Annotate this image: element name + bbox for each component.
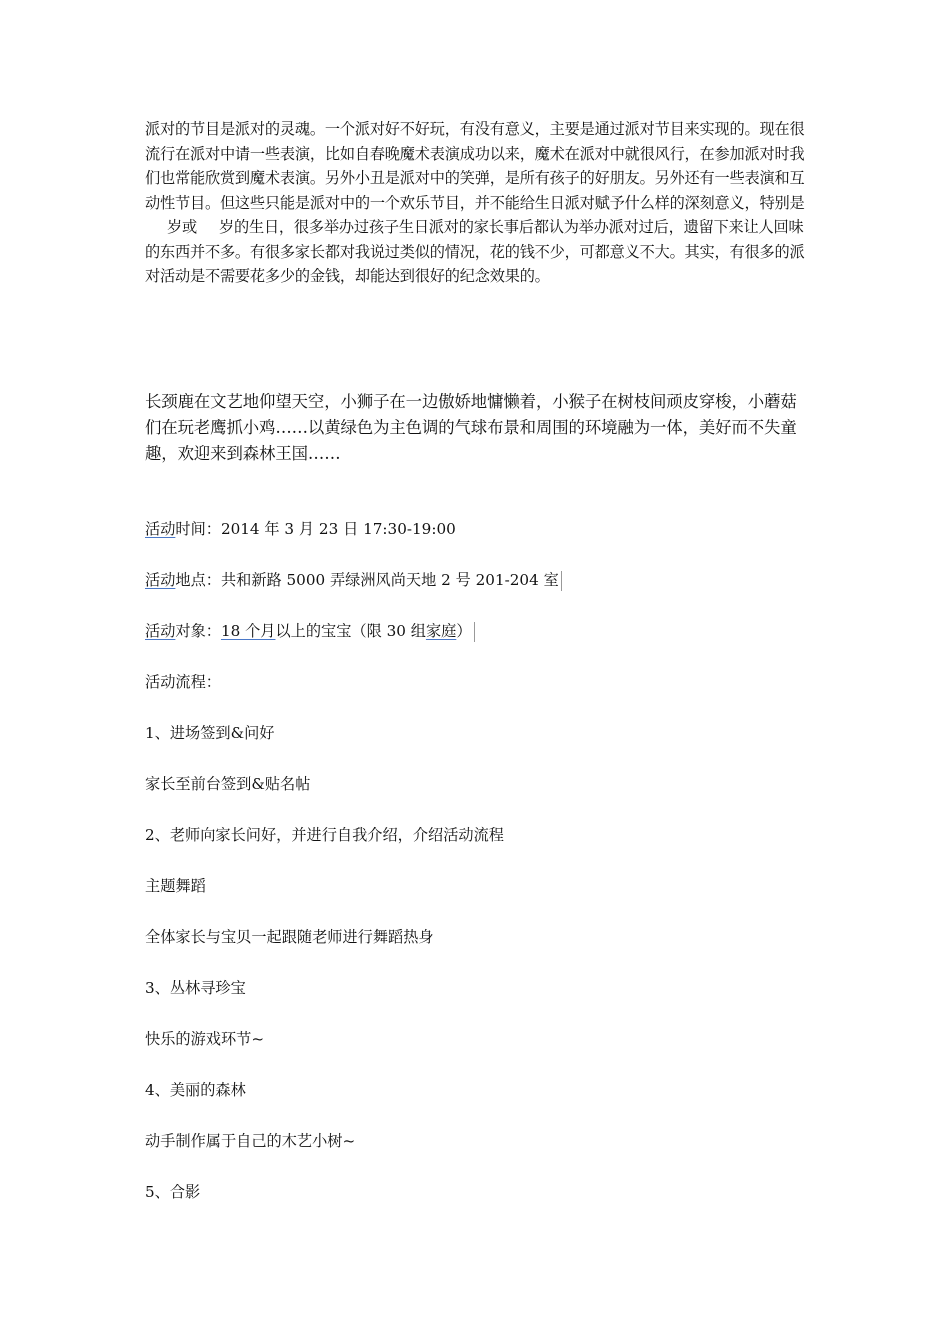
flow-item: 5、合影 bbox=[145, 1183, 201, 1201]
event-target bbox=[145, 621, 475, 642]
event-place-label: 活动 bbox=[145, 571, 176, 589]
flow-item: 动手制作属于自己的木艺小树~ bbox=[145, 1132, 356, 1150]
flow-item: 1、进场签到&问好 bbox=[145, 724, 275, 742]
intro-text-3: 岁的生日，很多举办过孩子生日派对的家长事后都认为举办派对过后，遗留下来让人回味的东西并不多。有很多家长都对我说过类似的情况，花的钱不少，可都意义不大。其实，有很多的派对活动是不需要花多少的金钱，却能达到很好的纪念效果的。 bbox=[145, 218, 805, 285]
text-cursor bbox=[474, 622, 475, 642]
flow-item: 主题舞蹈 bbox=[145, 877, 206, 895]
event-target-text-3: ） bbox=[456, 622, 472, 640]
flow-item: 3、丛林寻珍宝 bbox=[145, 979, 246, 997]
theme-paragraph: 长颈鹿在文艺地仰望天空，小狮子在一边傲娇地慵懒着，小猴子在树枝间顽皮穿梭，小蘑菇们在玩老鹰抓小鸡……以黄绿色为主色调的气球布景和周围的环境融为一体，美好而不失童趣，欢迎来到森林王国…… bbox=[145, 392, 797, 463]
event-target-age: 18 个月 bbox=[220, 622, 276, 640]
flow-item: 家长至前台签到&贴名帖 bbox=[145, 775, 311, 793]
event-target-text-2: 以上的宝宝（限 30 组 bbox=[275, 622, 426, 640]
intro-text-1: 派对的节目是派对的灵魂。一个派对好不好玩，有没有意义，主要是通过派对节目来实现的。现在很流行在派对中请一些表演，比如自春晚魔术表演成功以来，魔术在派对中就很风行，在参加派对时我们也常能欣赏到魔术表演。另外小丑是派对中的笑弹，是所有孩子的好朋友。另外还有一些表演和互动性节目。但这些只能是派对中的一个欢乐节目，并不能给生日派对赋予什么样的深刻意义，特别是 bbox=[145, 120, 805, 212]
event-target-label: 活动 bbox=[145, 622, 176, 640]
event-time bbox=[145, 519, 456, 539]
event-target-text-1: 对象： bbox=[175, 622, 221, 640]
event-time-label: 活动 bbox=[145, 520, 176, 538]
event-place-value: 地点：共和新路 5000 弄绿洲风尚天地 2 号 201-204 室 bbox=[175, 571, 559, 589]
text-cursor bbox=[561, 571, 562, 591]
flow-item: 2、老师向家长问好，并进行自我介绍，介绍活动流程 bbox=[145, 826, 504, 844]
flow-item: 4、美丽的森林 bbox=[145, 1081, 246, 1099]
flow-item: 全体家长与宝贝一起跟随老师进行舞蹈热身 bbox=[145, 928, 434, 946]
event-place bbox=[145, 570, 562, 591]
flow-heading: 活动流程： bbox=[145, 673, 221, 691]
intro-paragraph bbox=[145, 117, 810, 289]
event-target-family: 家庭 bbox=[425, 622, 457, 640]
intro-text-2: 岁或 bbox=[167, 218, 197, 236]
flow-item: 快乐的游戏环节~ bbox=[145, 1030, 265, 1048]
event-time-value: 时间：2014 年 3 月 23 日 17:30-19:00 bbox=[175, 520, 456, 538]
